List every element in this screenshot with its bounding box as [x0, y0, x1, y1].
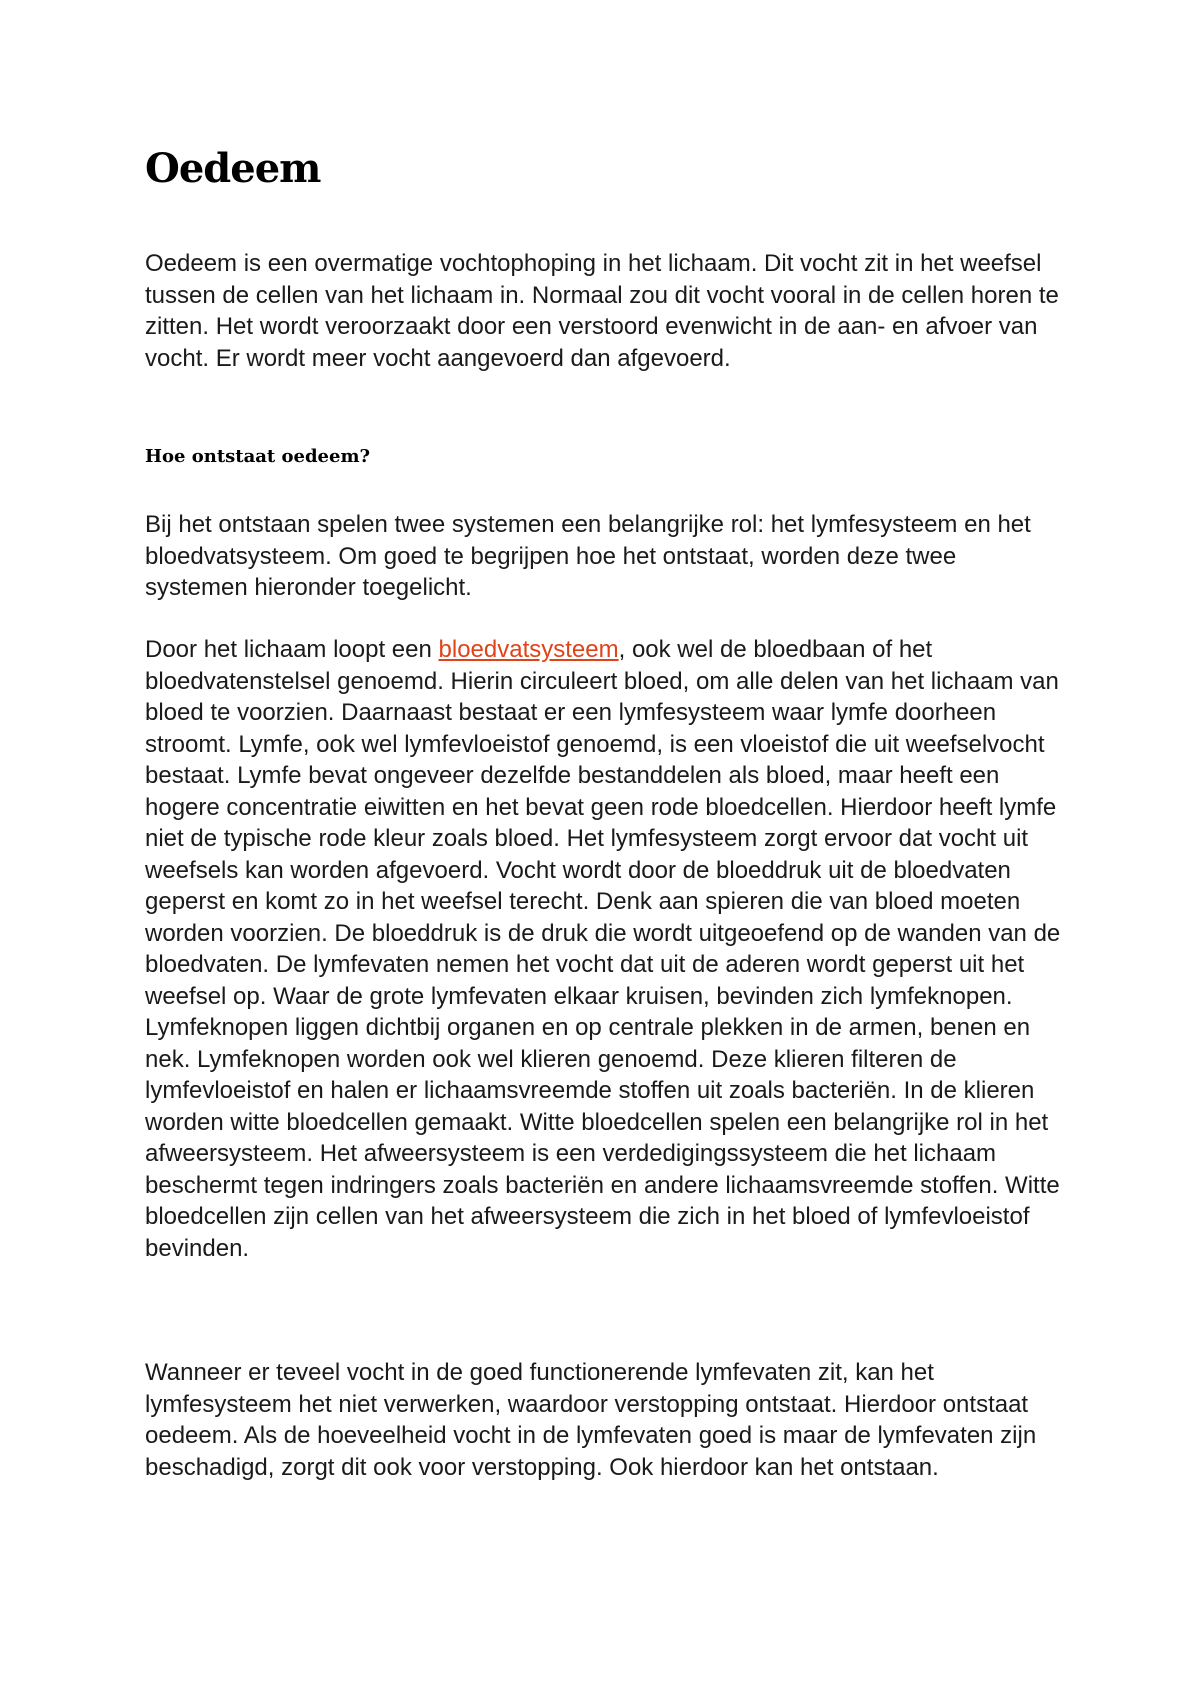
systems-paragraph: Bij het ontstaan spelen twee systemen een belangrijke rol: het lymfesysteem en het bloedvatsysteem. Om goed te begrijpen hoe het ontstaat, worden deze twee systemen hieronder toegelicht.: [145, 511, 1031, 601]
bloodvessel-paragraph: [145, 634, 1065, 1264]
page-title: Oedeem: [145, 145, 321, 192]
paragraph-text-start: Door het lichaam loopt een: [145, 636, 439, 663]
blockage-paragraph: Wanneer er teveel vocht in de goed functionerende lymfevaten zit, kan het lymfesysteem het niet verwerken, waardoor verstopping ontstaat. Hierdoor ontstaat oedeem. Als de hoeveelheid vocht in de lymfevaten goed is maar de lymfevaten zijn beschadigd, zorgt dit ook voor verstopping. Ook hierdoor kan het ontstaan.: [145, 1359, 1037, 1481]
section-heading: Hoe ontstaat oedeem?: [145, 446, 371, 467]
intro-paragraph: Oedeem is een overmatige vochtophoping in het lichaam. Dit vocht zit in het weefsel tussen de cellen van het lichaam in. Normaal zou dit vocht vooral in de cellen horen te zitten. Het wordt veroorzaakt door een verstoord evenwicht in de aan- en afvoer van vocht. Er wordt meer vocht aangevoerd dan afgevoerd.: [145, 250, 1059, 372]
bloedvatsysteem-link[interactable]: bloedvatsysteem: [438, 636, 619, 663]
paragraph-text-rest: , ook wel de bloedbaan of het bloedvatenstelsel genoemd. Hierin circuleert bloed, om alle delen van het lichaam van bloed te voorzien. Daarnaast bestaat er een lymfesysteem waar lymfe doorheen stroomt. Lymfe, ook wel lymfevloeistof genoemd, is een vloeistof die uit weefselvocht bestaat. Lymfe bevat ongeveer dezelfde bestanddelen als bloed, maar heeft een hogere concentratie eiwitten en het bevat geen rode bloedcellen. Hierdoor heeft lymfe niet de typische rode kleur zoals bloed. Het lymfesysteem zorgt ervoor dat vocht uit weefsels kan worden afgevoerd. Vocht wordt door de bloeddruk uit de bloedvaten geperst en komt zo in het weefsel terecht. Denk aan spieren die van bloed moeten worden voorzien. De bloeddruk is de druk die wordt uitgeoefend op de wanden van de bloedvaten. De lymfevaten nemen het vocht dat uit de aderen wordt geperst uit het weefsel op. Waar de grote lymfevaten elkaar kruisen, bevinden zich lymfeknopen. Lymfeknopen liggen dichtbij organen en op centrale plekken in de armen, benen en nek. Lymfeknopen worden ook wel klieren genoemd. Deze klieren filteren de lymfevloeistof en halen er lichaamsvreemde stoffen uit zoals bacteriën. In de klieren worden witte bloedcellen gemaakt. Witte bloedcellen spelen een belangrijke rol in het afweersysteem. Het afweersysteem is een verdedigingssysteem die het lichaam beschermt tegen indringers zoals bacteriën en andere lichaamsvreemde stoffen. Witte bloedcellen zijn cellen van het afweersysteem die zich in het bloed of lymfevloeistof bevinden.: [145, 636, 1061, 1262]
